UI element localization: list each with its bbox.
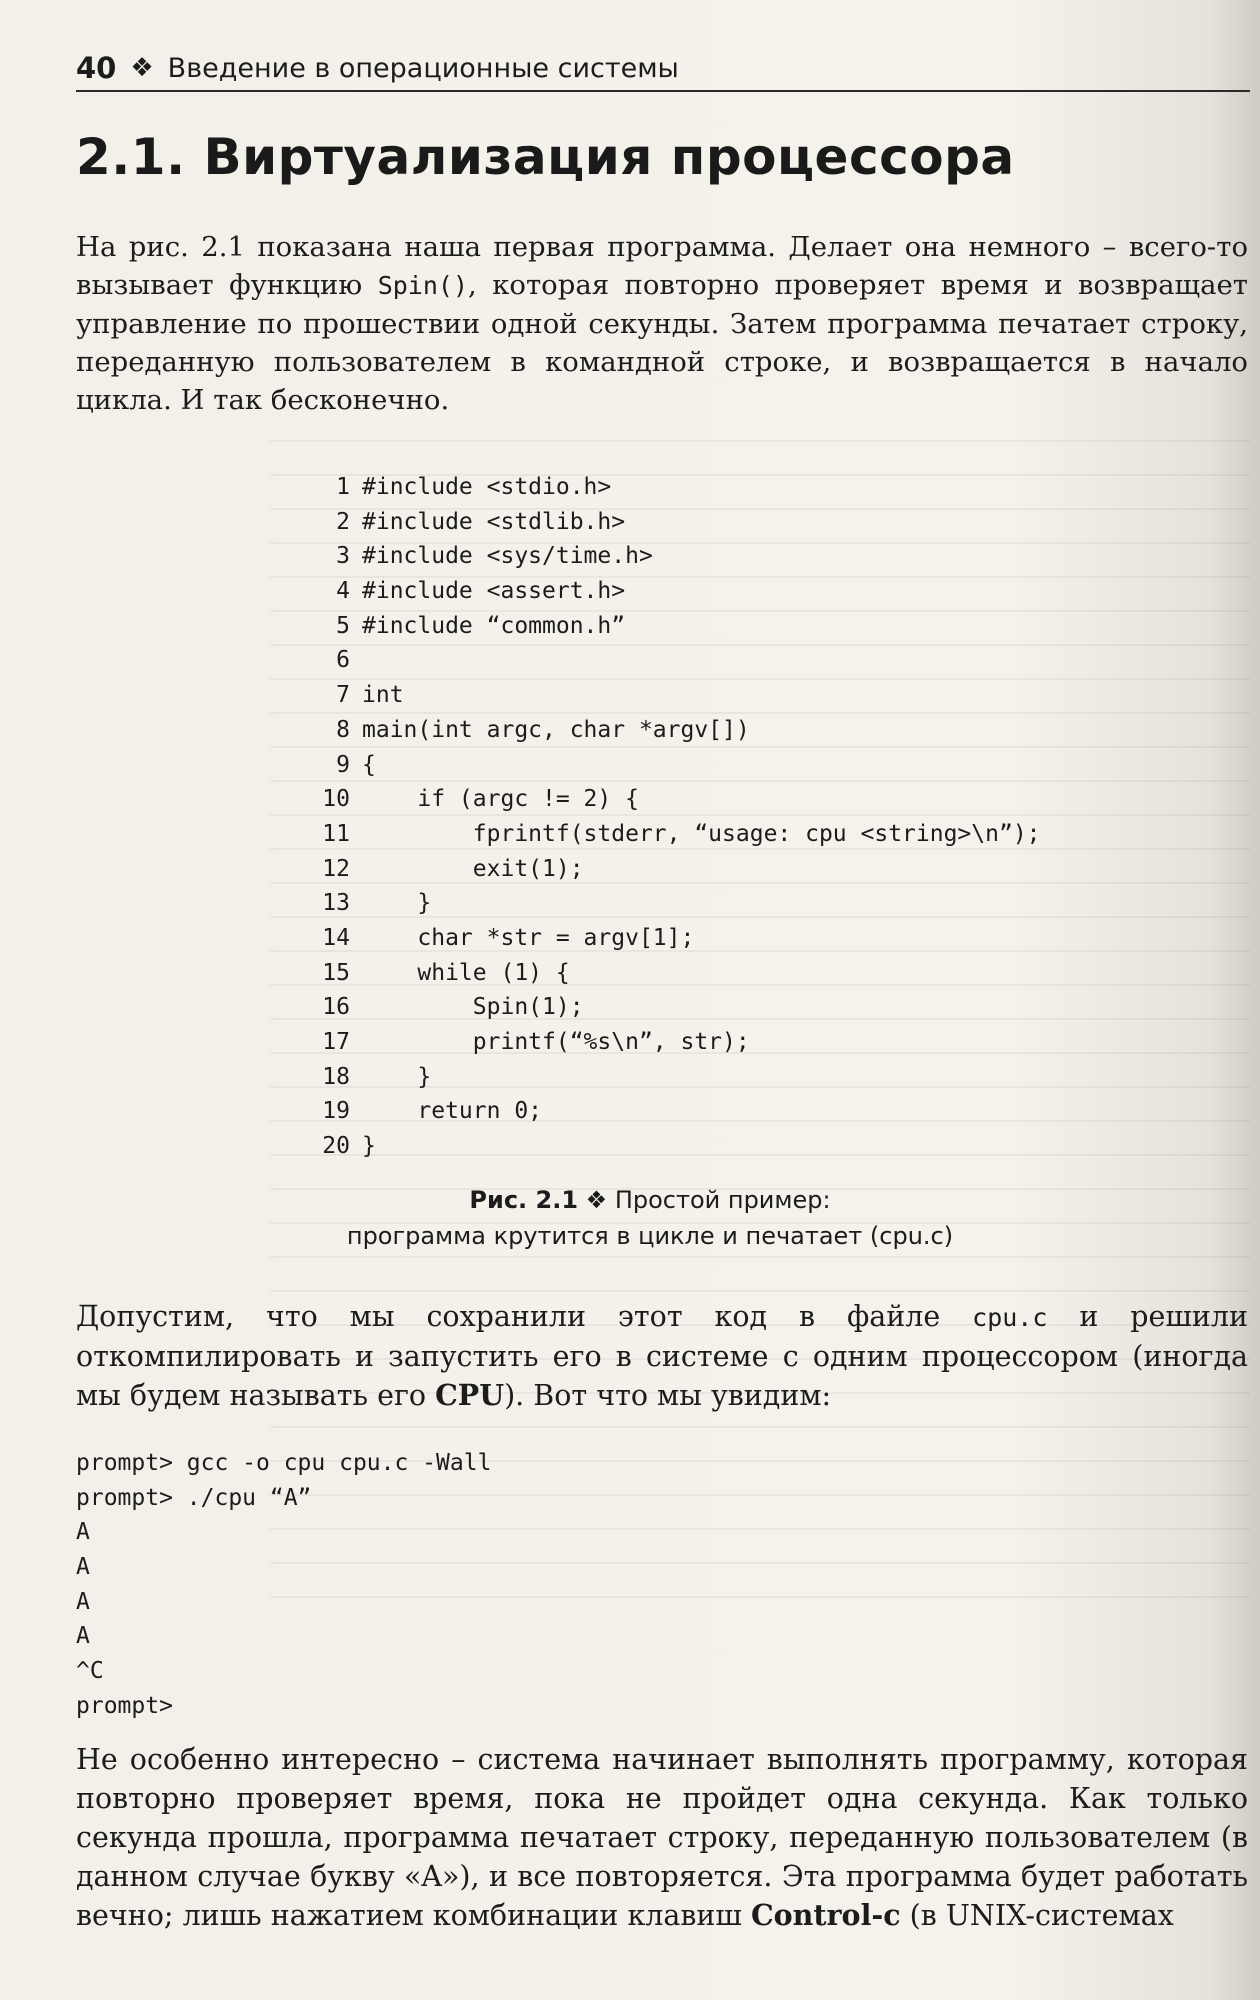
bold-term: CPU [435,1378,505,1412]
page-number: 40 [76,51,117,85]
code-line [300,852,1000,887]
figure-caption-title [200,1186,1100,1214]
code-line [300,1129,1000,1164]
code-text: exit(1); [362,855,584,882]
code-line [300,539,1000,574]
line-number: 13 [322,890,350,917]
code-text: printf(“%s\n”, str); [362,1029,750,1055]
code-line [300,713,1000,748]
code-text: #include <sys/time.h> [362,543,653,570]
code-listing [300,470,1041,1164]
code-line [300,748,1000,783]
code-line [300,678,1000,713]
text-run: Допустим, что мы сохранили этот код в файле [76,1300,973,1333]
text-run: На рис. 2.1 показана наша первая программа. Делает она немного – всего-то вызывает функцию [76,231,1248,301]
line-number: 7 [336,682,350,709]
text-run: , которая повторно проверяет время и возвращает управление по прошествии одной секунды. Затем программа печатает строку, переданную пользователем в командной строке, и возвращается в начало цикла. И так бесконечно. [76,269,1249,416]
running-title: Введение в операционные системы [167,52,679,84]
code-line [300,956,1000,991]
line-number: 20 [322,1133,350,1160]
code-text: } [362,1063,432,1090]
terminal-line: prompt> gcc -o cpu cpu.c -Wall [76,1450,492,1476]
caption-line1: Простой пример: [614,1186,831,1214]
code-line [300,817,1041,852]
terminal-line: A [76,1519,90,1546]
code-line [300,886,1000,921]
line-number: 12 [322,855,350,882]
line-number: 5 [336,612,350,639]
line-number: 11 [322,820,350,847]
line-number: 18 [322,1063,350,1090]
line-number: 14 [322,924,350,951]
bold-term: Control-c [750,1898,901,1932]
code-line [300,609,1000,644]
line-number: 6 [336,647,350,674]
code-text: #include <assert.h> [362,578,626,605]
line-number: 3 [336,543,350,570]
text-run: ). Вот что мы увидим: [504,1379,832,1412]
text-run: и решили откомпилировать и запустить его в системе с одним процессором (иногда мы будем называть его [76,1300,1248,1412]
inline-code: Spin() [377,271,469,300]
code-text: Spin(1); [362,994,584,1021]
line-number: 16 [322,994,350,1021]
paragraph-compile [76,1297,1248,1415]
paragraph-explanation [76,1740,1248,1935]
figure-label: Рис. 2.1 [469,1186,579,1214]
line-number: 19 [322,1098,350,1125]
code-text: int [362,682,404,709]
code-line [300,782,1000,817]
running-header [76,46,1250,92]
diamond-separator-icon: ❖ [130,53,154,83]
text-run: (в UNIX-системах [900,1899,1174,1932]
code-line [300,1025,1000,1060]
terminal-line: prompt> [76,1692,173,1719]
code-text: char *str = argv[1]; [362,924,695,951]
line-number: 10 [322,786,350,813]
code-text: main(int argc, char *argv[]) [362,716,750,743]
code-line [300,574,1000,609]
code-text: return 0; [362,1098,543,1125]
code-line [300,470,1000,505]
text-run: Не особенно интересно – система начинает выполнять программу, которая повторно проверяет время, пока не пройдет одна секунда. Как только секунда прошла, программа печатает строку, переданную пользователем (в данном случае букву «A»), и все повторяется. Эта программа будет работать вечно; лишь нажатием комбинации клавиш [76,1743,1248,1932]
code-line [300,921,1000,956]
line-number: 9 [336,751,350,778]
code-line [300,505,1000,540]
terminal-line: A [76,1623,90,1650]
code-line [300,990,1000,1025]
code-line [300,643,1000,678]
terminal-line: ^C [76,1658,104,1685]
terminal-line: prompt> ./cpu “A” [76,1484,312,1511]
code-text: while (1) { [362,959,570,986]
code-text: if (argc != 2) { [362,786,639,813]
line-number: 8 [336,716,350,743]
code-text: } [362,890,432,917]
terminal-line: A [76,1588,90,1615]
paragraph-intro [76,228,1248,419]
code-text: } [362,1133,376,1160]
code-line [300,1060,1000,1095]
diamond-separator-icon: ❖ [585,1186,608,1214]
code-text: { [362,751,376,778]
code-text: #include <stdio.h> [362,474,612,500]
line-number: 15 [322,959,350,986]
inline-code: cpu.c [972,1303,1048,1332]
line-number: 4 [336,578,350,605]
line-number: 17 [322,1029,350,1055]
code-line [300,1094,1000,1129]
line-number: 2 [336,508,350,535]
code-text: #include <stdlib.h> [362,508,626,535]
terminal-line: A [76,1554,90,1581]
terminal-output [76,1446,876,1724]
code-text: #include “common.h” [362,612,626,639]
code-text: fprintf(stderr, “usage: cpu <string>\n”); [362,820,1041,847]
section-title: 2.1. Виртуализация процессора [76,128,1015,186]
line-number: 1 [336,474,350,500]
figure-caption-subtitle: программа крутится в цикле и печатает (cpu.c) [346,1222,954,1250]
